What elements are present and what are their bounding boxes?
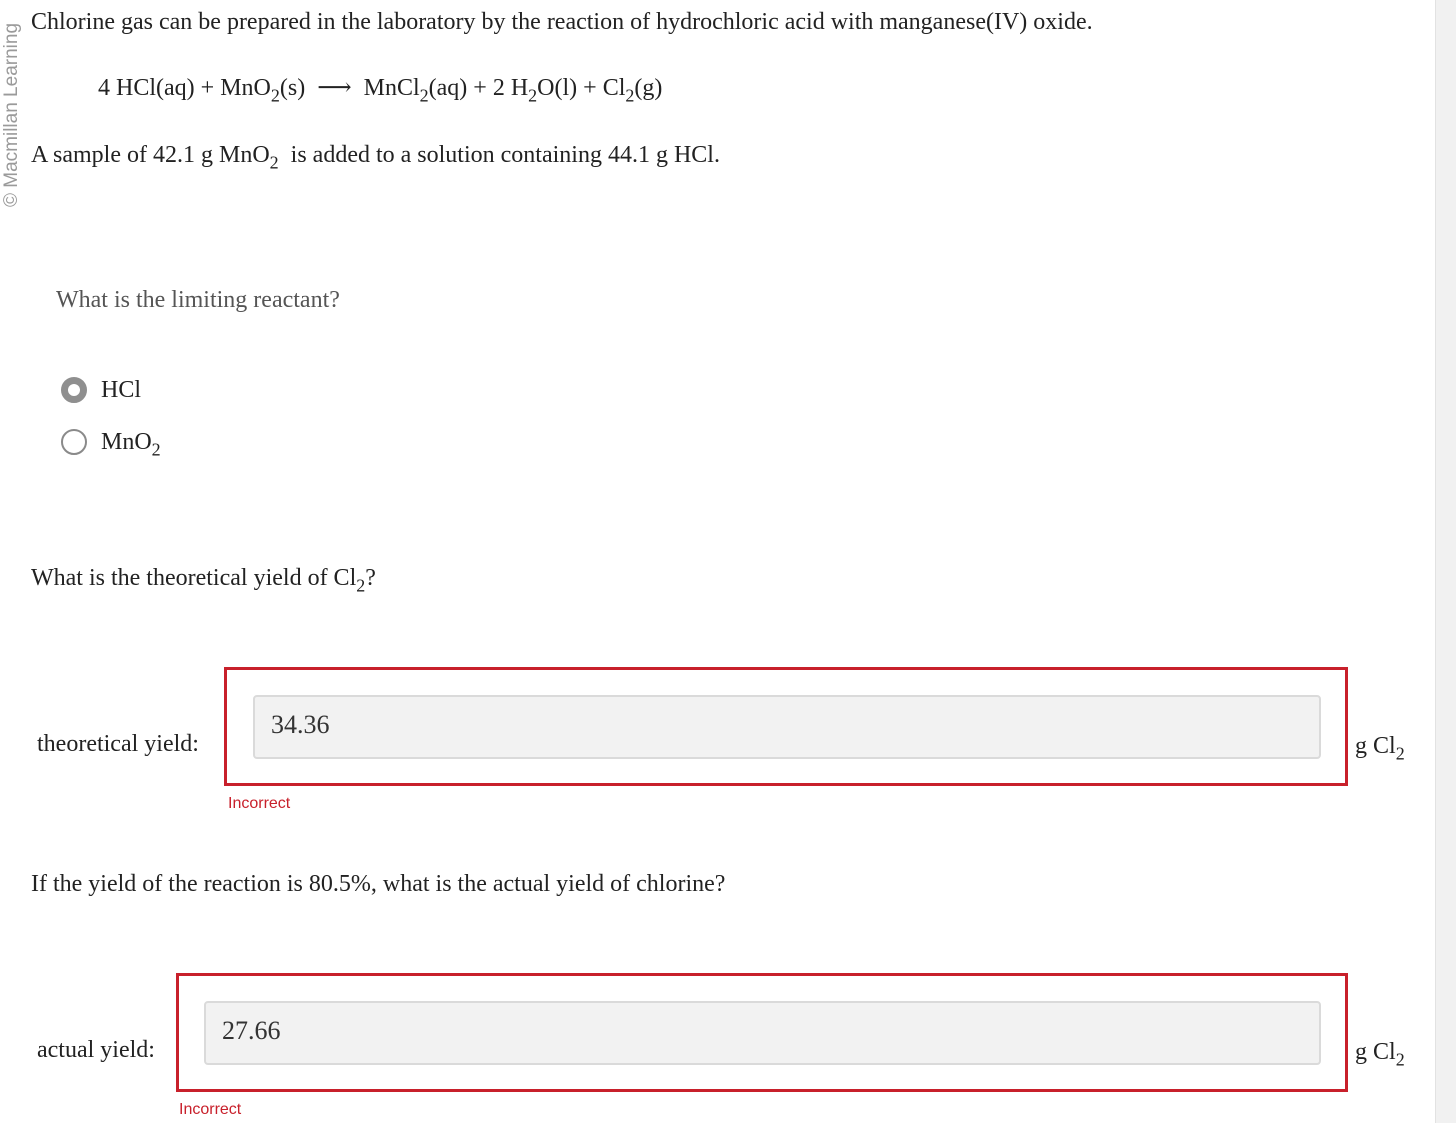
watermark-text: © Macmillan Learning	[1, 22, 22, 208]
watermark	[0, 0, 24, 230]
actual-yield-prompt: If the yield of the reaction is 80.5%, what is the actual yield of chlorine?	[31, 871, 726, 897]
actual-yield-answer-frame	[176, 973, 1348, 1092]
theoretical-yield-feedback: Incorrect	[228, 795, 291, 812]
product-mncl2: MnCl$_2$(aq)	[363, 75, 468, 106]
theoretical-yield-unit: g $Cl_2$	[1355, 733, 1405, 764]
question-intro: Chlorine gas can be prepared in the laboratory by the reaction of hydrochloric acid with manganese(IV) oxide.	[31, 9, 1093, 35]
limiting-reactant-prompt: What is the limiting reactant?	[56, 287, 340, 313]
reactant-mno2: MnO$_2$(s)	[220, 75, 306, 106]
option-label: MnO$_2$	[101, 429, 161, 460]
actual-yield-feedback: Incorrect	[179, 1101, 242, 1118]
plus-sign: +	[200, 75, 215, 101]
option-mno2[interactable]	[61, 427, 161, 460]
theoretical-yield-prompt: What is the theoretical yield of $Cl_2$?	[31, 565, 376, 596]
plus-sign: +	[583, 75, 597, 101]
product-water: 2 $H_2O(l)$	[492, 75, 578, 106]
reactant-hcl: 4 HCl(aq)	[98, 75, 195, 101]
sample-statement: A sample of 42.1 g MnO$_2$ is added to a solution containing 44.1 g HCl.	[31, 142, 720, 173]
option-label: HCl	[101, 377, 142, 403]
option-hcl[interactable]	[61, 375, 141, 405]
actual-yield-unit: g $Cl_2$	[1355, 1039, 1405, 1070]
product-cl2: $Cl_2(g)$	[602, 75, 663, 106]
radio-button[interactable]	[61, 429, 87, 455]
radio-button-selected[interactable]	[61, 377, 87, 403]
plus-sign: +	[473, 75, 487, 101]
theoretical-yield-label: theoretical yield:	[37, 731, 199, 757]
actual-yield-input[interactable]: 27.66	[204, 1001, 1321, 1065]
actual-yield-label: actual yield:	[37, 1037, 155, 1063]
theoretical-yield-answer-frame	[224, 667, 1348, 786]
vertical-scrollbar[interactable]	[1435, 0, 1456, 1123]
reaction-arrow: ⟶	[317, 75, 352, 101]
chemical-equation	[98, 73, 663, 106]
theoretical-yield-input[interactable]: 34.36	[253, 695, 1321, 759]
